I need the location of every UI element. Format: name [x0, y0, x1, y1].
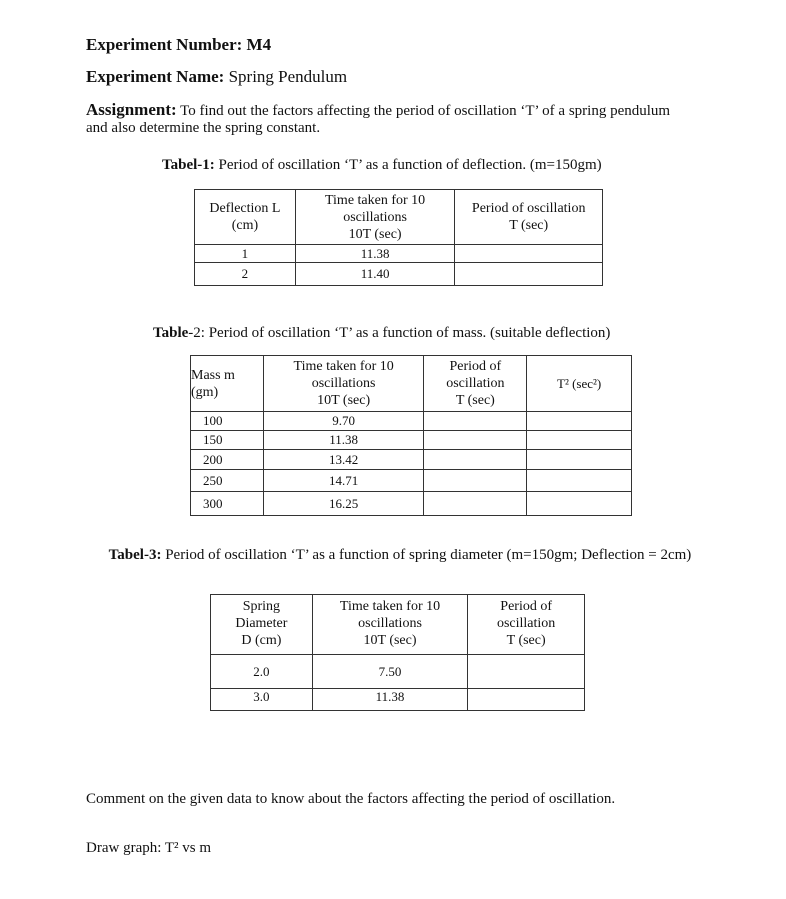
table1-caption-text: Period of oscillation ‘T’ as a function of deflection. (m=150gm) [218, 157, 602, 173]
table-row [191, 412, 632, 431]
table2-cell-mass: 250 [191, 470, 264, 492]
table-row [191, 431, 632, 450]
table2-cell-tsq [527, 412, 632, 431]
experiment-name-label: Experiment Name: [86, 67, 225, 86]
table1-cell-deflection: 2 [195, 263, 296, 286]
table2-cell-time: 9.70 [263, 412, 424, 431]
experiment-name-value: Spring Pendulum [228, 67, 348, 86]
table2-cell-period [424, 450, 527, 470]
table2-cell-tsq [527, 470, 632, 492]
table2-cell-mass: 150 [191, 431, 264, 450]
table3-cell-time: 11.38 [312, 689, 468, 711]
table3-cell-diameter: 2.0 [211, 655, 313, 689]
table1-header-deflection: Deflection L (cm) [195, 190, 296, 245]
table2-header-time: Time taken for 10 oscillations 10T (sec) [263, 356, 424, 412]
table-row [211, 655, 585, 689]
experiment-number-label: Experiment Number: [86, 35, 243, 54]
table1-caption [162, 157, 602, 174]
table2-cell-period [424, 412, 527, 431]
experiment-name [86, 67, 347, 87]
table1 [194, 189, 603, 286]
experiment-number [86, 35, 271, 55]
table2-cell-time: 13.42 [263, 450, 424, 470]
table1-header-period: Period of oscillation T (sec) [455, 190, 603, 245]
table3-caption [100, 546, 700, 564]
table3 [210, 594, 585, 711]
table2-caption-text: -2: Period of oscillation ‘T’ as a function of mass. (suitable deflection) [188, 325, 611, 341]
table3-cell-period [468, 689, 585, 711]
table-row [195, 245, 603, 263]
table3-cell-diameter: 3.0 [211, 689, 313, 711]
table2-cell-time: 11.38 [263, 431, 424, 450]
table3-cell-period [468, 655, 585, 689]
assignment-label: Assignment: [86, 100, 177, 119]
table-row [195, 263, 603, 286]
table1-cell-period [455, 245, 603, 263]
draw-graph-text: Draw graph: T² vs m [86, 840, 212, 856]
table2-header-tsq: T² (sec²) [527, 356, 632, 412]
table2-cell-tsq [527, 492, 632, 516]
table-row [191, 470, 632, 492]
table2-cell-period [424, 470, 527, 492]
table2-header-period: Period of oscillation T (sec) [424, 356, 527, 412]
table2-cell-period [424, 431, 527, 450]
table2 [190, 355, 632, 516]
table3-header-time: Time taken for 10 oscillations 10T (sec) [312, 595, 468, 655]
table1-cell-time: 11.40 [295, 263, 455, 286]
experiment-number-value: M4 [246, 35, 272, 54]
table2-cell-period [424, 492, 527, 516]
table3-header-period: Period of oscillation T (sec) [468, 595, 585, 655]
table2-header-mass: Mass m (gm) [191, 356, 264, 412]
table2-cell-tsq [527, 450, 632, 470]
table3-header-diameter: Spring Diameter D (cm) [211, 595, 313, 655]
table-row [211, 689, 585, 711]
table1-cell-deflection: 1 [195, 245, 296, 263]
comment-text: Comment on the given data to know about the factors affecting the period of oscillation. [86, 791, 616, 807]
table1-cell-period [455, 263, 603, 286]
table2-cell-time: 14.71 [263, 470, 424, 492]
assignment-text: To find out the factors affecting the period of oscillation ‘T’ of a spring pendulum and also determine the spring constant. [86, 103, 671, 136]
table3-caption-text: Period of oscillation ‘T’ as a function of spring diameter (m=150gm; Deflection = 2cm) [165, 547, 692, 563]
table3-cell-time: 7.50 [312, 655, 468, 689]
table-row [191, 450, 632, 470]
table1-header-time: Time taken for 10 oscillations 10T (sec) [295, 190, 455, 245]
assignment [86, 101, 686, 137]
table2-cell-mass: 300 [191, 492, 264, 516]
table2-caption-label: Table [153, 325, 189, 341]
table1-cell-time: 11.38 [295, 245, 455, 263]
table3-caption-label: Tabel-3: [108, 547, 162, 563]
table2-cell-time: 16.25 [263, 492, 424, 516]
table2-cell-mass: 100 [191, 412, 264, 431]
table2-cell-mass: 200 [191, 450, 264, 470]
table2-caption [153, 325, 610, 342]
table-row [191, 492, 632, 516]
table1-caption-label: Tabel-1: [162, 157, 215, 173]
table2-cell-tsq [527, 431, 632, 450]
